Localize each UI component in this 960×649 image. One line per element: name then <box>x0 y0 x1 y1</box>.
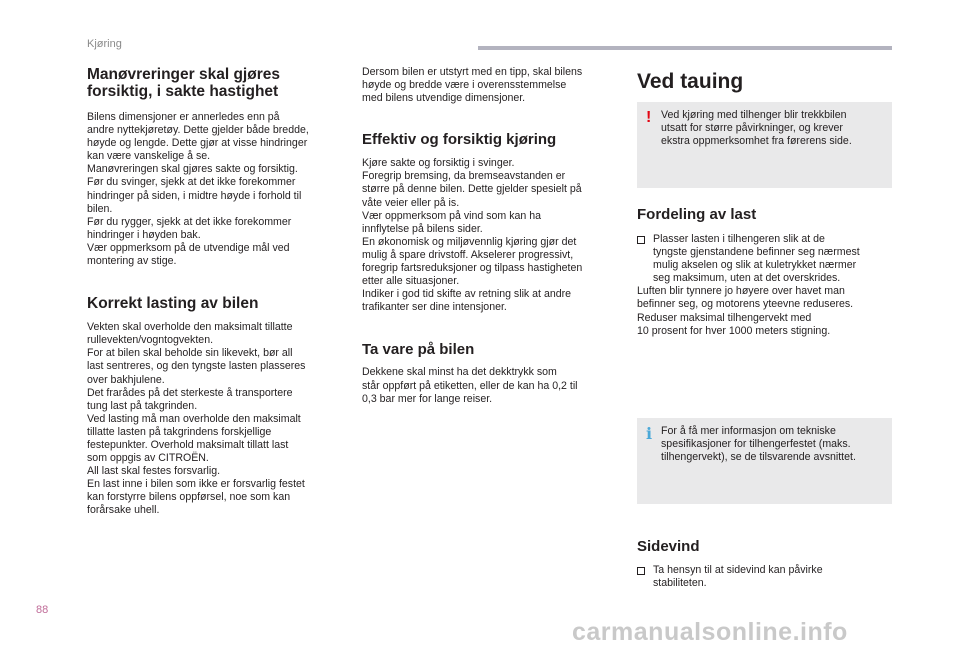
heading-manoeuvring: Manøvreringer skal gjøres forsiktig, i sakte hastighet <box>87 66 280 100</box>
text-line: står oppført på etiketten, eller de kan ha 0,2 til <box>362 379 578 392</box>
heading-efficient-driving: Effektiv og forsiktig kjøring <box>362 131 557 149</box>
info-icon: i <box>646 424 653 443</box>
text-line: større på denne bilen. Dette gjelder spesielt på <box>362 183 582 196</box>
text-line: utsatt for større påvirkninger, og krever <box>661 122 843 135</box>
text-line: kan forstyrre bilens oppførsel, noe som kan <box>87 491 291 504</box>
bullet-text-load <box>653 233 892 285</box>
text-line: tillatte lasten på takgrindens forskjellige <box>87 425 272 438</box>
info-box <box>637 418 892 504</box>
text-line: Ved lasting må man overholde den maksimalt <box>87 412 301 425</box>
text-line: over bakhjulene. <box>87 373 165 386</box>
text-line: festepunkter. Overhold maksimalt tillatt last <box>87 438 289 451</box>
text-line: En last inne i bilen som ikke er forsvarlig festet <box>87 478 305 491</box>
text-line: som oppgis av CITROËN. <box>87 452 209 465</box>
page-number: 88 <box>36 604 49 616</box>
text-line: forårsake uhell. <box>87 504 160 517</box>
text-line: spesifikasjoner for tilhengerfestet (maks. <box>661 438 851 451</box>
text-line: montering av stige. <box>87 255 177 268</box>
heading-towing: Ved tauing <box>637 70 744 93</box>
bullet-text-crosswind <box>653 564 892 590</box>
heading-load-distribution: Fordeling av last <box>637 206 757 223</box>
text-line: Plasser lasten i tilhengeren slik at de <box>653 233 825 245</box>
paragraph-tipper <box>362 66 620 105</box>
text-line: ekstra oppmerksomhet fra førerens side. <box>661 135 852 148</box>
info-text <box>661 425 882 464</box>
text-line: Vær oppmerksom på de utvendige mål ved <box>87 241 290 254</box>
text-line: Manøvreringen skal gjøres sakte og forsiktig. <box>87 163 298 176</box>
watermark: carmanualsonline.info <box>572 618 848 646</box>
text-line: trafikanter ser dine intensjoner. <box>362 301 507 314</box>
text-line: Før du svinger, sjekk at det ikke forekommer <box>87 176 296 189</box>
paragraph-loading <box>87 321 342 517</box>
checkbox-bullet-icon <box>637 567 645 575</box>
section-label: Kjøring <box>87 38 122 50</box>
text-line: Før du rygger, sjekk at det ikke forekommer <box>87 215 292 228</box>
column-middle <box>362 66 620 406</box>
text-line: Kjøre sakte og forsiktig i svinger. <box>362 157 515 170</box>
warning-text <box>661 109 882 148</box>
text-line: stabiliteten. <box>653 577 707 590</box>
text-line: rullevekten/vogntogvekten. <box>87 334 214 347</box>
text-line: Ved kjøring med tilhenger blir trekkbilen <box>661 109 847 121</box>
text-line: med bilens utvendige dimensjoner. <box>362 92 526 105</box>
text-line: andre nyttekjøretøy. Dette gjelder både bredde, <box>87 124 309 137</box>
text-line: Ta hensyn til at sidevind kan påvirke <box>653 564 823 576</box>
text-line: Luften blir tynnere jo høyere over havet man <box>637 285 845 298</box>
paragraph-altitude <box>637 285 892 337</box>
text-line: For at bilen skal beholde sin likevekt, bør all <box>87 347 293 360</box>
heading-crosswind: Sidevind <box>637 538 700 555</box>
text-line: hindringer i høyden bak. <box>87 228 201 241</box>
warning-icon: ! <box>646 109 652 126</box>
paragraph-vehicle-care <box>362 366 620 405</box>
text-line: last sentreres, og den tyngste lasten plasseres <box>87 360 306 373</box>
checkbox-bullet-icon <box>637 236 645 244</box>
text-line: seg maksimum, uten at det overskrides. <box>653 272 841 285</box>
text-line: foregrip fartsreduksjoner og tilpass hastigheten <box>362 262 583 275</box>
text-line: For å få mer informasjon om tekniske <box>661 425 836 437</box>
text-line: befinner seg, og motorens yteevne reduseres. <box>637 298 854 311</box>
text-line: Vær oppmerksom på vind som kan ha <box>362 209 541 222</box>
text-line: 0,3 bar mer for lange reiser. <box>362 392 493 405</box>
text-line: Dekkene skal minst ha det dekktrykk som <box>362 366 557 379</box>
heading-loading: Korrekt lasting av bilen <box>87 295 259 313</box>
text-line: høyde og lengde. Dette gjør at visse hindringer <box>87 137 308 150</box>
paragraph-manoeuvring <box>87 111 342 268</box>
text-line: Indiker i god tid skifte av retning slik at andre <box>362 288 572 301</box>
text-line: etter alle situasjoner. <box>362 275 460 288</box>
text-line: All last skal festes forsvarlig. <box>87 465 221 478</box>
text-line: tyngste gjenstandene befinner seg nærmest <box>653 246 860 259</box>
heading-vehicle-care: Ta vare på bilen <box>362 341 475 359</box>
text-line: bilen. <box>87 202 113 215</box>
text-line: våte veier eller på is. <box>362 196 460 209</box>
text-line: tung last på takgrinden. <box>87 399 198 412</box>
crosswind-body <box>637 564 892 590</box>
text-line: Bilens dimensjoner er annerledes enn på <box>87 111 280 123</box>
warning-box <box>637 102 892 188</box>
text-line: hindringer på siden, i midtre høyde i forhold til <box>87 189 302 202</box>
column-left <box>87 66 342 518</box>
text-line: 10 prosent for hver 1000 meters stigning. <box>637 324 831 337</box>
text-line: Dersom bilen er utstyrt med en tipp, skal bilens <box>362 66 583 78</box>
text-line: høyde og bredde være i overensstemmelse <box>362 79 567 92</box>
text-line: mulig å spare drivstoff. Akselerer progressivt, <box>362 248 574 261</box>
text-line: Vekten skal overholde den maksimalt tillatte <box>87 321 293 334</box>
load-distribution-body <box>637 233 892 338</box>
text-line: Reduser maksimal tilhengervekt med <box>637 311 812 324</box>
text-line: Foregrip bremsing, da bremseavstanden er <box>362 170 566 183</box>
header-bar <box>478 46 892 50</box>
text-line: innflytelse på bilens sider. <box>362 222 483 235</box>
text-line: En økonomisk og miljøvennlig kjøring gjør det <box>362 235 577 248</box>
text-line: tilhengervekt), se de tilsvarende avsnittet. <box>661 451 856 464</box>
list-item <box>637 564 892 590</box>
list-item <box>637 233 892 285</box>
paragraph-efficient-driving <box>362 157 620 314</box>
text-line: mulig akselen og slik at kuletrykket nærmer <box>653 259 857 272</box>
text-line: kan være vanskelige å se. <box>87 150 211 163</box>
text-line: Det frarådes på det sterkeste å transportere <box>87 386 293 399</box>
